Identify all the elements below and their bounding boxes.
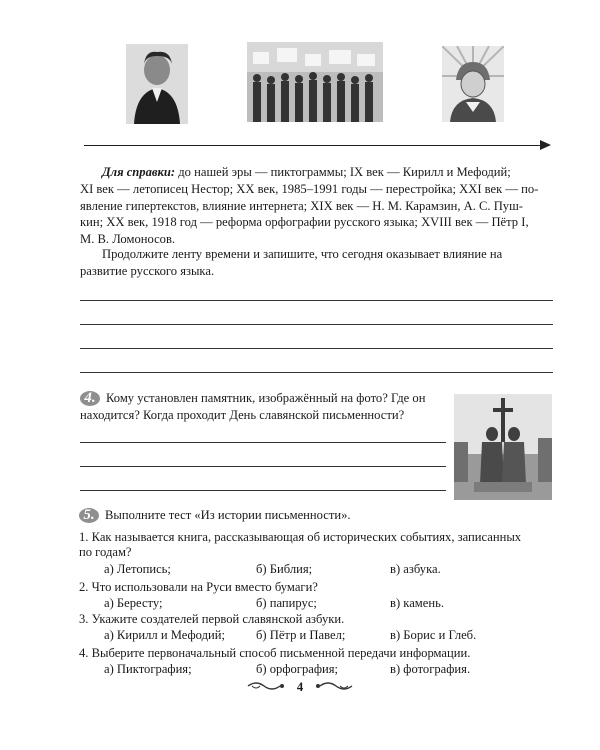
photo-poster	[442, 46, 504, 122]
ornament-left-icon	[246, 680, 286, 696]
question-3: 3. Укажите создателей первой славянской азбуки.	[79, 612, 345, 626]
task4-answer-line[interactable]	[80, 442, 446, 443]
answer-line[interactable]	[80, 300, 553, 301]
photo-pushkin	[126, 44, 188, 124]
question-2: 2. Что использовали на Руси вместо бумаги?	[79, 580, 318, 594]
task5-title: 5. Выполните тест «Из истории письменности».	[79, 508, 554, 523]
q4-option-b[interactable]: б) орфография;	[256, 662, 339, 676]
task5-number: 5.	[79, 508, 99, 523]
task4-answer-line[interactable]	[80, 466, 446, 467]
q1-option-c[interactable]: в) азбука.	[390, 562, 441, 576]
q1-option-b[interactable]: б) Библия;	[256, 562, 313, 576]
answer-line[interactable]	[80, 372, 553, 373]
reference-paragraph: Для справки: до нашей эры — пиктограммы; IX век — Кирилл и Мефодий; XI век — летописец Нестор; XX век, 1985–1991 годы — перестройка; XXI век — по- явление гипертекстов, влияние интернета; XIX век — Н. М. Карамзин, А. С. Пуш- кин; XX век, 1918 год — реформа орфографии русского языка; XVIII век — Пётр I, М. В. Ломоносов.	[80, 165, 539, 247]
reference-label: Для справки:	[102, 165, 176, 179]
page-number: 4	[296, 680, 304, 694]
photo-demonstration	[247, 42, 383, 122]
task4-answer-line[interactable]	[80, 490, 446, 491]
q4-option-c[interactable]: в) фотография.	[390, 662, 471, 676]
page-footer	[0, 680, 600, 696]
continue-task: Продолжите ленту времени и запишите, что сегодня оказывает влияние на развитие русского языка.	[80, 247, 503, 278]
q2-option-a[interactable]: а) Бересту;	[104, 596, 163, 610]
q2-option-c[interactable]: в) камень.	[390, 596, 444, 610]
timeline-arrowhead	[540, 140, 551, 150]
task4-number: 4.	[80, 391, 100, 406]
answer-line[interactable]	[80, 348, 553, 349]
question-1: 1. Как называется книга, рассказывающая об исторических событиях, записанных по годам?	[79, 530, 522, 559]
q3-option-a[interactable]: а) Кирилл и Мефодий;	[104, 628, 225, 642]
q1-option-a[interactable]: а) Летопись;	[104, 562, 171, 576]
photo-monument	[454, 394, 552, 500]
answer-line[interactable]	[80, 324, 553, 325]
q3-option-b[interactable]: б) Пётр и Павел;	[256, 628, 346, 642]
q2-option-b[interactable]: б) папирус;	[256, 596, 317, 610]
timeline-line	[84, 145, 544, 146]
q4-option-a[interactable]: а) Пиктография;	[104, 662, 192, 676]
question-4: 4. Выберите первоначальный способ письменной передачи информации.	[79, 646, 471, 660]
ornament-right-icon	[314, 680, 354, 696]
q3-option-c[interactable]: в) Борис и Глеб.	[390, 628, 477, 642]
task4-text: 4. Кому установлен памятник, изображённый на фото? Где он находится? Когда проходит День славянской письменности?	[80, 390, 426, 422]
